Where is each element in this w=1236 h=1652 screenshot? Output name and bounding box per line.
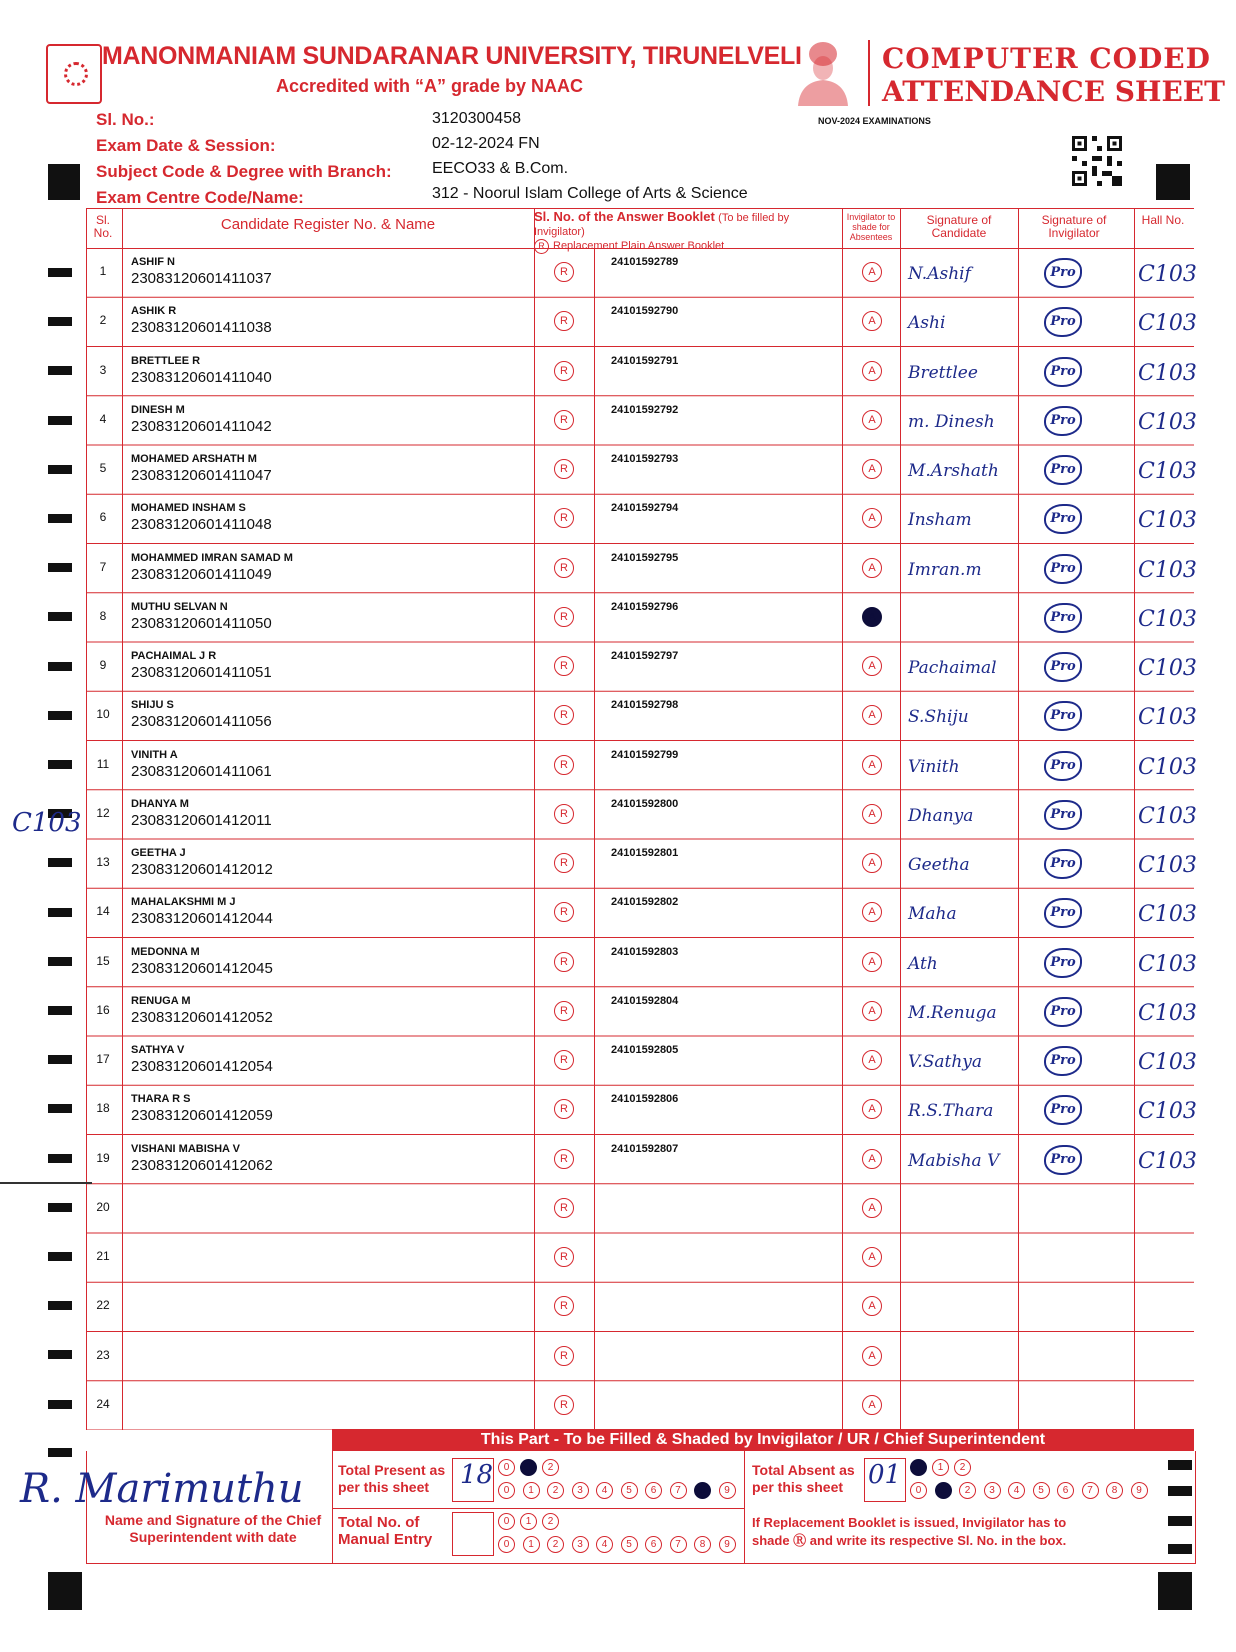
- hall-number: C103: [1138, 311, 1197, 337]
- answer-booklet-number: 24101592804: [611, 994, 679, 1007]
- invigilator-signature: Pro: [1044, 455, 1082, 485]
- row-sl-no: 14: [96, 904, 110, 919]
- hall-number: C103: [1138, 409, 1197, 435]
- replacement-bubble[interactable]: R: [554, 410, 574, 430]
- units-digit-bubble[interactable]: 7: [670, 1482, 687, 1499]
- hall-number: C103: [1138, 459, 1197, 484]
- register-number: 23083120601411040: [131, 368, 272, 386]
- invigilator-signature: Pro: [1044, 504, 1082, 534]
- replacement-bubble[interactable]: R: [554, 607, 574, 627]
- timing-mark-left: [48, 612, 72, 621]
- university-logo: [46, 44, 102, 104]
- row-sl-no: 18: [96, 1101, 110, 1116]
- timing-mark-left: [48, 366, 72, 375]
- register-number: 23083120601412011: [131, 811, 272, 829]
- hall-number: C103: [1138, 853, 1197, 878]
- replacement-bubble[interactable]: R: [554, 1099, 574, 1119]
- replacement-bubble[interactable]: R: [554, 853, 574, 873]
- hall-number: C103: [1138, 902, 1197, 928]
- replacement-bubble[interactable]: R: [554, 804, 574, 824]
- candidate-signature: Brettlee: [908, 362, 978, 383]
- units-digit-bubble[interactable]: 2: [547, 1482, 564, 1499]
- hall-number: C103: [1138, 1148, 1197, 1174]
- row-sl-no: 5: [99, 461, 107, 475]
- sheet-title-line1: COMPUTER CODED: [882, 42, 1211, 75]
- units-digit-bubble[interactable]: 9: [1131, 1482, 1148, 1499]
- centre-label: Exam Centre Code/Name:: [96, 188, 304, 207]
- units-digit-bubble[interactable]: 8: [1106, 1482, 1123, 1499]
- answer-booklet-number: 24101592805: [611, 1044, 679, 1056]
- answer-booklet-number: 24101592799: [611, 748, 679, 761]
- units-digit-bubble[interactable]: 7: [1082, 1482, 1099, 1499]
- absentee-bubble[interactable]: A: [862, 1296, 882, 1316]
- replacement-bubble[interactable]: R: [554, 459, 574, 479]
- subject-value: EECO33 & B.Com.: [432, 160, 569, 177]
- timing-mark-left: [48, 1301, 72, 1310]
- replacement-bubble[interactable]: R: [554, 1149, 574, 1169]
- units-digit-bubble[interactable]: 2: [547, 1536, 564, 1553]
- timing-mark-left: [48, 662, 72, 671]
- footer-band-title: This Part - To be Filled & Shaded by Invigilator / UR / Chief Superintendent: [332, 1429, 1194, 1451]
- units-digit-bubble[interactable]: 3: [572, 1536, 589, 1553]
- manual-entry-box: [452, 1512, 494, 1556]
- answer-booklet-number: 24101592806: [611, 1093, 679, 1106]
- candidate-name: DHANYA M: [131, 797, 189, 810]
- candidate-name: VISHANI MABISHA V: [131, 1142, 240, 1155]
- replacement-note: If Replacement Booklet is issued, Invigilator has to shade Ⓡ and write its respective Sl. No. in the box.: [752, 1515, 1067, 1548]
- invigilator-signature: Pro: [1044, 652, 1082, 682]
- timing-mark-left: [48, 563, 72, 572]
- invigilator-signature: Pro: [1044, 898, 1082, 928]
- replacement-bubble[interactable]: R: [554, 1296, 574, 1316]
- row-sl-no: 2: [99, 313, 107, 328]
- units-digit-bubble[interactable]: 0: [498, 1536, 515, 1553]
- units-digit-bubble[interactable]: 6: [645, 1482, 662, 1499]
- hall-number: C103: [1138, 1099, 1197, 1125]
- absentee-bubble[interactable]: A: [862, 558, 882, 578]
- absentee-bubble[interactable]: A: [862, 607, 882, 627]
- row-sl-no: 4: [99, 411, 107, 426]
- exam-session-label: NOV-2024 EXAMINATIONS: [818, 116, 931, 126]
- answer-booklet-number: 24101592790: [611, 305, 679, 318]
- col-header-booklet: [534, 210, 842, 254]
- register-number: 23083120601411042: [131, 417, 272, 435]
- units-digit-bubble[interactable]: 1: [935, 1482, 952, 1499]
- replacement-bubble[interactable]: R: [554, 1198, 574, 1218]
- candidate-name: BRETTLEE R: [131, 354, 201, 367]
- subject-label: Subject Code & Degree with Branch:: [96, 162, 392, 181]
- answer-booklet-number: 24101592789: [611, 256, 679, 268]
- row-sl-no: 20: [96, 1199, 110, 1214]
- units-digit-bubble[interactable]: 3: [984, 1482, 1001, 1499]
- row-sl-no: 19: [96, 1150, 110, 1165]
- row-sl-no: 10: [96, 707, 110, 722]
- col-header-candidate: Candidate Register No. & Name: [220, 216, 436, 233]
- replacement-bubble[interactable]: R: [554, 508, 574, 528]
- invigilator-signature: Pro: [1044, 800, 1082, 830]
- candidate-signature: V.Sathya: [908, 1052, 983, 1072]
- candidate-signature: Imran.m: [908, 559, 982, 580]
- row-sl-no: 9: [99, 658, 107, 672]
- header-divider: [868, 40, 870, 106]
- absentee-bubble[interactable]: A: [862, 902, 882, 922]
- units-digit-bubble[interactable]: 8: [694, 1536, 711, 1553]
- answer-booklet-number: 24101592801: [611, 847, 679, 859]
- tens-digit-bubble[interactable]: 0: [498, 1459, 515, 1476]
- replacement-bubble[interactable]: R: [554, 1050, 574, 1070]
- register-number: 23083120601411056: [131, 713, 272, 731]
- invigilator-signature: Pro: [1044, 997, 1082, 1027]
- candidate-signature: R.S.Thara: [908, 1101, 994, 1122]
- absentee-bubble[interactable]: A: [862, 361, 882, 381]
- units-digit-bubble[interactable]: 4: [596, 1482, 613, 1499]
- candidate-name: ASHIF N: [131, 256, 175, 268]
- total-absent-label: Total Absent as per this sheet: [752, 1462, 855, 1495]
- candidate-signature: Geetha: [908, 855, 970, 875]
- invigilator-signature: Pro: [1044, 849, 1082, 879]
- replacement-bubble[interactable]: R: [554, 1346, 574, 1366]
- total-absent-value: 01: [868, 1460, 902, 1490]
- register-number: 23083120601412059: [131, 1107, 273, 1125]
- replacement-bubble[interactable]: R: [554, 755, 574, 775]
- units-digit-bubble[interactable]: 4: [596, 1536, 613, 1553]
- candidate-name: MAHALAKSHMI M J: [131, 896, 236, 909]
- hall-number: C103: [1138, 508, 1197, 534]
- hall-number: C103: [1138, 360, 1197, 386]
- answer-booklet-number: 24101592796: [611, 600, 679, 613]
- absentee-bubble[interactable]: A: [862, 1247, 882, 1267]
- answer-booklet-number: 24101592795: [611, 551, 679, 564]
- units-digit-bubble[interactable]: 0: [910, 1482, 927, 1499]
- candidate-name: RENUGA M: [131, 994, 191, 1007]
- absentee-bubble[interactable]: A: [862, 311, 882, 331]
- candidate-name: GEETHA J: [131, 847, 186, 859]
- timing-mark-left: [48, 858, 72, 867]
- candidate-name: SHIJU S: [131, 699, 174, 712]
- hall-number: C103: [1138, 656, 1197, 681]
- replacement-bubble[interactable]: R: [554, 1001, 574, 1021]
- timing-mark-left: [48, 1006, 72, 1015]
- replacement-bubble[interactable]: R: [554, 1247, 574, 1267]
- row-sl-no: 12: [96, 805, 110, 820]
- candidate-signature: m. Dinesh: [908, 411, 995, 432]
- replacement-bubble[interactable]: R: [554, 361, 574, 381]
- row-sl-no: 17: [96, 1052, 110, 1066]
- sl-no-value: 3120300458: [432, 110, 521, 127]
- corner-mark-top-right: [1156, 164, 1190, 200]
- candidate-name: PACHAIMAL J R: [131, 650, 217, 662]
- hall-number: C103: [1138, 803, 1197, 829]
- register-number: 23083120601411049: [131, 565, 272, 583]
- timing-mark-left: [48, 760, 72, 769]
- row-sl-no: 6: [99, 510, 107, 525]
- manual-entry-label: Total No. of Manual Entry: [338, 1514, 433, 1548]
- absentee-bubble[interactable]: A: [862, 1198, 882, 1218]
- tens-digit-bubble[interactable]: 2: [542, 1459, 559, 1476]
- units-digit-bubble[interactable]: 5: [1033, 1482, 1050, 1499]
- margin-note: C103: [12, 808, 82, 838]
- answer-booklet-number: 24101592798: [611, 699, 679, 712]
- units-digit-bubble[interactable]: 1: [523, 1482, 540, 1499]
- units-digit-bubble[interactable]: 6: [1057, 1482, 1074, 1499]
- candidate-name: VINITH A: [131, 748, 178, 761]
- row-sl-no: 13: [96, 855, 110, 869]
- register-number: 23083120601411051: [131, 664, 272, 681]
- corner-mark-bottom-left: [48, 1572, 82, 1610]
- candidate-signature: N.Ashif: [908, 264, 971, 284]
- timing-mark-left: [48, 416, 72, 425]
- col-header-hall: Hall No.: [1141, 213, 1185, 227]
- hall-number: C103: [1138, 1000, 1197, 1026]
- answer-booklet-number: 24101592800: [611, 797, 679, 810]
- invigilator-signature: Pro: [1044, 406, 1082, 436]
- tens-digit-bubble[interactable]: 0: [910, 1459, 927, 1476]
- col-header-invigilator-shade: Invigilator to shade for Absentees: [846, 212, 896, 242]
- timing-mark-left: [48, 268, 72, 277]
- tens-digit-bubble[interactable]: 1: [520, 1459, 537, 1476]
- candidate-name: MEDONNA M: [131, 945, 200, 958]
- corner-mark-bottom-right: [1158, 1572, 1192, 1610]
- sheet-title-line2: ATTENDANCE SHEET: [882, 75, 1225, 108]
- hall-number: C103: [1138, 262, 1197, 287]
- sl-no-label: Sl. No.:: [96, 110, 155, 129]
- register-number: 23083120601412044: [131, 910, 273, 928]
- invigilator-signature: Pro: [1044, 258, 1082, 288]
- replacement-bubble[interactable]: R: [554, 705, 574, 725]
- answer-booklet-number: 24101592791: [611, 354, 679, 367]
- invigilator-signature: Pro: [1044, 751, 1082, 781]
- tens-digit-bubble[interactable]: 1: [520, 1513, 537, 1530]
- replacement-bubble[interactable]: R: [554, 656, 574, 676]
- absentee-bubble[interactable]: A: [862, 459, 882, 479]
- register-number: 23083120601412045: [131, 959, 273, 977]
- timing-mark-left: [48, 711, 72, 720]
- register-number: 23083120601411037: [131, 270, 272, 287]
- candidate-signature: Maha: [908, 904, 957, 925]
- units-digit-bubble[interactable]: 5: [621, 1482, 638, 1499]
- row-sl-no: 7: [99, 559, 107, 574]
- absentee-bubble[interactable]: A: [862, 853, 882, 873]
- row-sl-no: 16: [96, 1002, 110, 1017]
- booklet-header-title: Sl. No. of the Answer Booklet: [534, 209, 715, 224]
- absentee-bubble[interactable]: A: [862, 755, 882, 775]
- invigilator-signature: Pro: [1044, 357, 1082, 387]
- absentee-bubble[interactable]: A: [862, 804, 882, 824]
- units-digit-bubble[interactable]: 9: [719, 1482, 736, 1499]
- replacement-bubble[interactable]: R: [554, 1395, 574, 1415]
- chief-label: Name and Signature of the Chief Superintendent with date: [104, 1512, 322, 1545]
- margin-pen-line: [0, 1182, 92, 1184]
- col-header-sl: Sl. No.: [93, 213, 113, 240]
- candidate-signature: Vinith: [908, 756, 960, 777]
- absentee-bubble[interactable]: A: [862, 508, 882, 528]
- absentee-bubble[interactable]: A: [862, 1149, 882, 1169]
- centre-value: 312 - Noorul Islam College of Arts & Science: [432, 185, 748, 202]
- timing-mark-left: [48, 957, 72, 966]
- footer-divider-1: [332, 1429, 333, 1563]
- row-sl-no: 22: [96, 1298, 110, 1313]
- founder-portrait-image: [792, 38, 854, 106]
- answer-booklet-number: 24101592792: [611, 403, 679, 416]
- tens-digit-bubble[interactable]: 1: [932, 1459, 949, 1476]
- candidate-name: MOHAMMED IMRAN SAMAD M: [131, 551, 293, 564]
- hall-number: C103: [1138, 754, 1197, 780]
- corner-mark-top-left: [48, 164, 80, 200]
- row-sl-no: 8: [99, 608, 107, 623]
- candidate-name: ASHIK R: [131, 305, 177, 318]
- hall-number: C103: [1138, 557, 1197, 583]
- timing-mark-left: [48, 1448, 72, 1457]
- total-present-value: 18: [460, 1460, 494, 1490]
- row-sl-no: 21: [96, 1249, 110, 1263]
- timing-mark-left: [48, 1154, 72, 1163]
- units-digit-bubble[interactable]: 8: [694, 1482, 711, 1499]
- absentee-bubble[interactable]: A: [862, 1050, 882, 1070]
- answer-booklet-number: 24101592794: [611, 502, 679, 515]
- absentee-bubble[interactable]: A: [862, 1346, 882, 1366]
- candidate-signature: Insham: [908, 510, 972, 531]
- units-digit-bubble[interactable]: 2: [959, 1482, 976, 1499]
- replacement-symbol-icon: R: [534, 239, 549, 254]
- row-sl-no: 1: [99, 264, 107, 278]
- absentee-bubble[interactable]: A: [862, 410, 882, 430]
- chief-signature: R. Marimuthu: [20, 1466, 304, 1512]
- absentee-bubble[interactable]: A: [862, 1395, 882, 1415]
- hall-number: C103: [1138, 1050, 1197, 1075]
- footer-divider-h: [332, 1508, 744, 1509]
- candidate-signature: S.Shiju: [908, 707, 969, 728]
- register-number: 23083120601411050: [131, 614, 272, 632]
- candidate-signature: Pachaimal: [908, 658, 997, 678]
- exam-date-value: 02-12-2024 FN: [432, 135, 540, 152]
- invigilator-signature: Pro: [1044, 1145, 1082, 1175]
- absentee-bubble[interactable]: A: [862, 1099, 882, 1119]
- register-number: 23083120601412054: [131, 1058, 273, 1075]
- invigilator-signature: Pro: [1044, 307, 1082, 337]
- invigilator-signature: Pro: [1044, 948, 1082, 978]
- units-digit-bubble[interactable]: 6: [645, 1536, 662, 1553]
- col-header-signature-invigilator: Signature of Invigilator: [1041, 213, 1107, 240]
- answer-booklet-number: 24101592793: [611, 453, 679, 465]
- absentee-bubble[interactable]: A: [862, 705, 882, 725]
- register-number: 23083120601411061: [131, 762, 272, 780]
- accreditation: Accredited with “A” grade by NAAC: [276, 76, 584, 96]
- tens-digit-bubble[interactable]: 2: [954, 1459, 971, 1476]
- booklet-header-note: (To be filled by Invigilator): [534, 212, 790, 238]
- invigilator-signature: Pro: [1044, 603, 1082, 633]
- invigilator-signature: Pro: [1044, 554, 1082, 584]
- answer-booklet-number: 24101592797: [611, 650, 679, 662]
- absentee-bubble[interactable]: A: [862, 656, 882, 676]
- timing-mark-left: [48, 1252, 72, 1261]
- hall-number: C103: [1138, 606, 1197, 632]
- timing-mark-left: [48, 514, 72, 523]
- timing-mark-left: [48, 317, 72, 326]
- candidate-name: DINESH M: [131, 403, 185, 416]
- candidate-name: SATHYA V: [131, 1044, 185, 1056]
- candidate-name: MOHAMED INSHAM S: [131, 502, 246, 515]
- row-sl-no: 23: [96, 1347, 110, 1362]
- replacement-bubble[interactable]: R: [554, 558, 574, 578]
- candidate-signature: Ashi: [908, 313, 946, 334]
- timing-mark-left: [48, 908, 72, 917]
- total-present-label: Total Present as per this sheet: [338, 1462, 446, 1495]
- invigilator-signature: Pro: [1044, 701, 1082, 731]
- answer-booklet-number: 24101592807: [611, 1142, 679, 1155]
- register-number: 23083120601412012: [131, 861, 273, 878]
- absentee-bubble[interactable]: A: [862, 1001, 882, 1021]
- answer-booklet-number: 24101592803: [611, 945, 679, 958]
- row-sl-no: 11: [96, 756, 110, 771]
- absentee-bubble[interactable]: A: [862, 952, 882, 972]
- university-name: MANONMANIAM SUNDARANAR UNIVERSITY, TIRUNELVELI: [102, 42, 802, 70]
- register-number: 23083120601411047: [131, 467, 272, 484]
- timing-mark-left: [48, 1055, 72, 1064]
- timing-mark-left: [48, 465, 72, 474]
- hall-number: C103: [1138, 951, 1197, 977]
- replacement-bubble[interactable]: R: [554, 952, 574, 972]
- timing-mark-left: [48, 1400, 72, 1409]
- tens-digit-bubble[interactable]: 2: [542, 1513, 559, 1530]
- qr-code-icon: [1072, 136, 1122, 186]
- invigilator-signature: Pro: [1044, 1095, 1082, 1125]
- col-header-signature-candidate: Signature of Candidate: [926, 213, 992, 240]
- candidate-signature: Dhanya: [908, 805, 974, 826]
- invigilator-signature: Pro: [1044, 1046, 1082, 1076]
- row-sl-no: 24: [96, 1396, 110, 1411]
- replacement-bubble[interactable]: R: [554, 262, 574, 282]
- answer-booklet-number: 24101592802: [611, 896, 679, 909]
- replacement-bubble[interactable]: R: [554, 902, 574, 922]
- absentee-bubble[interactable]: A: [862, 262, 882, 282]
- candidate-name: THARA R S: [131, 1093, 191, 1106]
- candidate-signature: M.Arshath: [908, 461, 999, 481]
- candidate-name: MUTHU SELVAN N: [131, 600, 228, 613]
- hall-number: C103: [1138, 705, 1197, 731]
- timing-mark-left: [48, 1104, 72, 1113]
- candidate-signature: Mabisha V: [908, 1150, 1000, 1171]
- units-digit-bubble[interactable]: 9: [719, 1536, 736, 1553]
- candidate-name: MOHAMED ARSHATH M: [131, 453, 257, 465]
- units-digit-bubble[interactable]: 1: [523, 1536, 540, 1553]
- units-digit-bubble[interactable]: 0: [498, 1482, 515, 1499]
- row-sl-no: 3: [99, 362, 107, 377]
- replacement-bubble[interactable]: R: [554, 311, 574, 331]
- candidate-signature: M.Renuga: [908, 1002, 997, 1023]
- register-number: 23083120601412062: [131, 1156, 273, 1174]
- units-digit-bubble[interactable]: 3: [572, 1482, 589, 1499]
- register-number: 23083120601411038: [131, 319, 272, 337]
- exam-date-label: Exam Date & Session:: [96, 136, 276, 155]
- register-number: 23083120601411048: [131, 516, 272, 534]
- row-sl-no: 15: [96, 953, 110, 968]
- register-number: 23083120601412052: [131, 1008, 273, 1026]
- candidate-signature: Ath: [908, 953, 938, 974]
- units-digit-bubble[interactable]: 7: [670, 1536, 687, 1553]
- units-digit-bubble[interactable]: 5: [621, 1536, 638, 1553]
- timing-mark-left: [48, 1203, 72, 1212]
- tens-digit-bubble[interactable]: 0: [498, 1513, 515, 1530]
- replacement-header: Replacement Plain Answer Booklet: [553, 240, 725, 252]
- footer-divider-2: [744, 1451, 745, 1563]
- units-digit-bubble[interactable]: 4: [1008, 1482, 1025, 1499]
- timing-mark-left: [48, 1350, 72, 1359]
